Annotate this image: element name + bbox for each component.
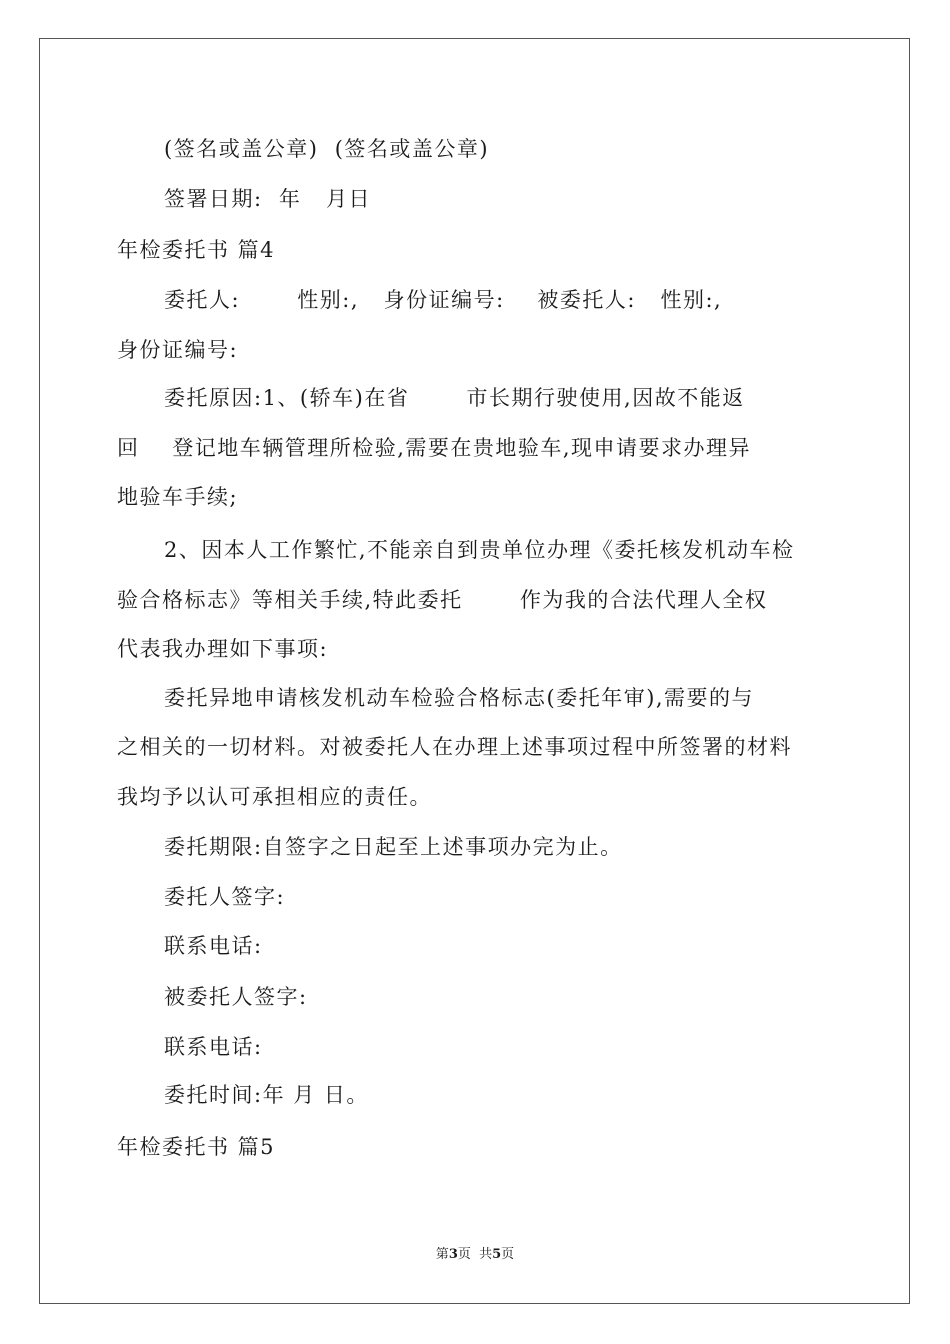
page-border <box>39 38 910 1304</box>
page-footer <box>0 1246 950 1264</box>
entrust-date-line: 委托时间:年 月 日。 <box>164 1083 369 1107</box>
footer-total-pages: 5 <box>492 1247 502 1262</box>
reason-2-line-3: 代表我办理如下事项: <box>117 637 329 661</box>
reason-2-line-1: 2、因本人工作繁忙,不能亲自到贵单位办理《委托核发机动车检 <box>164 538 795 562</box>
agent-signature-line: 被委托人签字: <box>164 985 308 1009</box>
section-heading-5: 年检委托书 篇5 <box>117 1135 276 1159</box>
footer-suffix: 页 <box>501 1247 515 1262</box>
agent-phone-line: 联系电话: <box>164 1035 263 1059</box>
term-line: 委托期限:自签字之日起至上述事项办完为止。 <box>164 835 623 859</box>
matters-line-3: 我均予以认可承担相应的责任。 <box>117 785 432 809</box>
principal-signature-line: 委托人签字: <box>164 885 286 909</box>
reason-line-2: 回 登记地车辆管理所检验,需要在贵地验车,现申请要求办理异 <box>117 436 752 460</box>
matters-line-1: 委托异地申请核发机动车检验合格标志(委托年审),需要的与 <box>164 686 755 710</box>
signature-line: (签名或盖公章) (签名或盖公章) <box>164 137 490 161</box>
principal-phone-line: 联系电话: <box>164 934 263 958</box>
reason-line-3: 地验车手续; <box>117 485 239 509</box>
footer-mid: 页 共 <box>457 1247 493 1262</box>
section-heading-4: 年检委托书 篇4 <box>117 238 276 262</box>
footer-page-number: 3 <box>448 1247 458 1262</box>
reason-line-1: 委托原因:1、(轿车)在省 市长期行驶使用,因故不能返 <box>164 386 745 410</box>
signing-date-line: 签署日期: 年 月日 <box>164 187 371 211</box>
reason-2-line-2: 验合格标志》等相关手续,特此委托 作为我的合法代理人全权 <box>117 588 768 612</box>
principal-info-line: 委托人: 性别:, 身份证编号: 被委托人: 性别:, <box>164 288 723 312</box>
principal-info-line-cont: 身份证编号: <box>117 338 239 362</box>
footer-prefix: 第 <box>435 1247 449 1262</box>
matters-line-2: 之相关的一切材料。对被委托人在办理上述事项过程中所签署的材料 <box>117 735 792 759</box>
